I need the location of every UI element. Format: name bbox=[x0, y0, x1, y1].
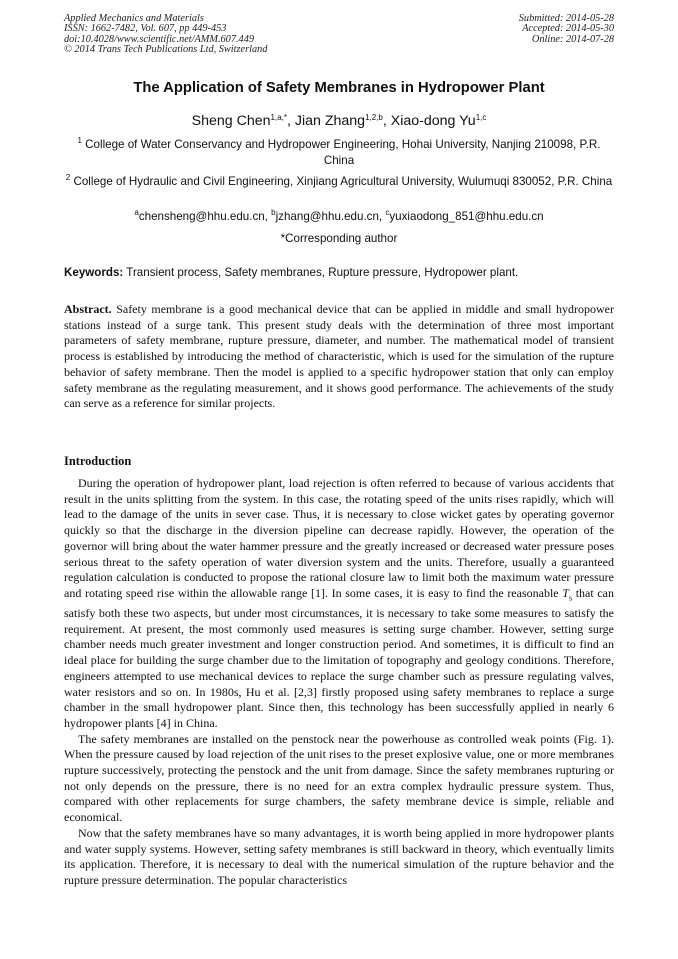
author-name: Sheng Chen bbox=[191, 113, 271, 129]
section-heading: Introduction bbox=[64, 454, 132, 468]
affiliation-sup: 1 bbox=[77, 136, 82, 145]
math-subscript: s bbox=[568, 593, 573, 603]
author-sup: 1,a,* bbox=[270, 113, 287, 122]
abstract bbox=[64, 302, 614, 412]
abstract-text: Safety membrane is a good mechanical device that can be applied in middle and small hydropower stations instead of a surge tank. This present study deals with the determination of three most important parameters of safety membrane, rupture pressure, diameter, and number. The mathematical model of transient process is established by introducing the method of characteristic, which is used for the simulation of the rupture behavior of safety membrane. Then the model is applied to a specific hydropower station that only can employ safety membrane as the regulating measurement, and it shows good performance. The achievements of the study can serve as a reference for similar projects. bbox=[64, 302, 614, 411]
keywords bbox=[64, 266, 614, 279]
abstract-label: Abstract. bbox=[64, 302, 112, 316]
author-sup: 1,2,b bbox=[365, 113, 383, 122]
email-sup: b bbox=[271, 208, 276, 217]
email-list: $^a$chensheng@hhu.edu.cn, $^b$jzhang@hhu.edu.cn, $^c$yuxiaodong_851@hhu.edu.cn bbox=[134, 208, 544, 223]
paper-title: The Application of Safety Membranes in Hydropower Plant bbox=[133, 80, 545, 96]
math-symbol: T bbox=[562, 585, 569, 600]
paragraph: Now that the safety membranes have so many advantages, it is worth being applied in more hydropower plants and water supply systems. However, setting safety membranes is still backward in theory, which eventually limits its application. Therefore, it is necessary to deal with the numerical simulation of the rupture behavior and the rupture pressure determination. The popular characteristics bbox=[64, 825, 614, 887]
author-name: Jian Zhang bbox=[294, 113, 366, 129]
email-link[interactable]: chensheng@hhu.edu.cn bbox=[138, 210, 265, 223]
paragraph-text: that can satisfy both these two aspects, but under most circumstances, it is necessary to take some measures to satisfy the requirement. At present, the most commonly used measures is setting surge chamber. However, setting surge chamber needs much greater investment and longer construction period. And sometimes, it is difficult to find an ideal place for building the surge chamber due to the limitation of topography and geology conditions. Therefore, engineers attempted to use mechanical devices to replace the surge chamber such as pressure regulating valves, water resistors and so on. In 1980s, Hu et al. [2,3] firstly proposed using safety membranes to replace a surge chamber in the small hydropower plant. Since then, this technology has been successfully applied in nearly 6 hydropower plants [4] in China. bbox=[64, 585, 614, 730]
affiliation-2 bbox=[64, 174, 614, 190]
affiliation-1 bbox=[64, 137, 614, 168]
online-date: Online: 2014-07-28 bbox=[531, 33, 614, 45]
keywords-text: Transient process, Safety membranes, Rupture pressure, Hydropower plant. bbox=[126, 266, 519, 279]
keywords-label: Keywords: bbox=[64, 266, 124, 279]
submitted-date: Submitted: 2014-05-28 bbox=[518, 13, 614, 24]
paragraph bbox=[64, 476, 614, 732]
email-sup: a bbox=[134, 208, 139, 217]
author-list: Sheng Chen$^{1,a,*}$, Jian Zhang$^{1,2,b}$, Xiao-dong Yu$^{1,c}$ bbox=[191, 113, 487, 129]
author-name: Xiao-dong Yu bbox=[390, 113, 476, 129]
copyright-line: © 2014 Trans Tech Publications Ltd, Switzerland bbox=[64, 44, 268, 56]
issn-line: ISSN: 1662-7482, Vol. 607, pp 449-453 bbox=[64, 23, 227, 35]
email-link[interactable]: yuxiaodong_851@hhu.edu.cn bbox=[389, 210, 544, 223]
author-sup: 1,c bbox=[475, 113, 487, 122]
doi-line: doi:10.4028/www.scientific.net/AMM.607.449 bbox=[64, 33, 254, 45]
paragraph: The safety membranes are installed on the penstock near the powerhouse as controlled weak points (Fig. 1). When the pressure caused by load rejection of the unit rises to the preset explosive value, one or more membranes rupture successively, protecting the penstock and the unit from damage. Since the safety membranes rupturing or not only depends on the pressure, there is no need for an extra complex hydraulic pressure system. Thus, compared with other replacements for surge chambers, the safety membrane device is simple, reliable and economical. bbox=[64, 731, 614, 825]
dates-header bbox=[519, 14, 614, 45]
affiliation-text: College of Water Conservancy and Hydropower Engineering, Hohai University, Nanjing 210098, P.R. China bbox=[85, 138, 601, 167]
accepted-date: Accepted: 2014-05-30 bbox=[522, 23, 614, 35]
paragraph-text: During the operation of hydropower plant, load rejection is often referred to because of various accidents that result in the units splitting from the system. In this case, the rotating speed of the units rises rapidly, which will lead to the damage of the units in sever case. Thus, it is necessary to close wicket gates by operating governor quickly so that the discharge in the diversion pipeline can decrease rapidly. However, the operation of the governor will bring about the water hammer pressure and the greatly increased or decreased water pressure poses serious threat to the safety operation of water diversion system and the units. Therefore, usually a guaranteed regulation calculation is conducted to propose the rational closure law to limit both the maximum water pressure and rotating speed rise within the allowable range [1]. In some cases, it is easy to find the reasonable bbox=[64, 476, 614, 600]
email-link[interactable]: jzhang@hhu.edu.cn bbox=[275, 210, 379, 223]
journal-name: Applied Mechanics and Materials bbox=[64, 13, 204, 24]
affiliation-sup: 2 bbox=[65, 173, 71, 182]
introduction-body bbox=[64, 476, 614, 889]
affiliation-text: College of Hydraulic and Civil Engineering, Xinjiang Agricultural University, Wulumuqi 830052, P.R. China bbox=[73, 175, 613, 188]
journal-header bbox=[64, 14, 267, 56]
corresponding-note: *Corresponding author bbox=[280, 232, 398, 245]
email-sup: c bbox=[385, 208, 390, 217]
